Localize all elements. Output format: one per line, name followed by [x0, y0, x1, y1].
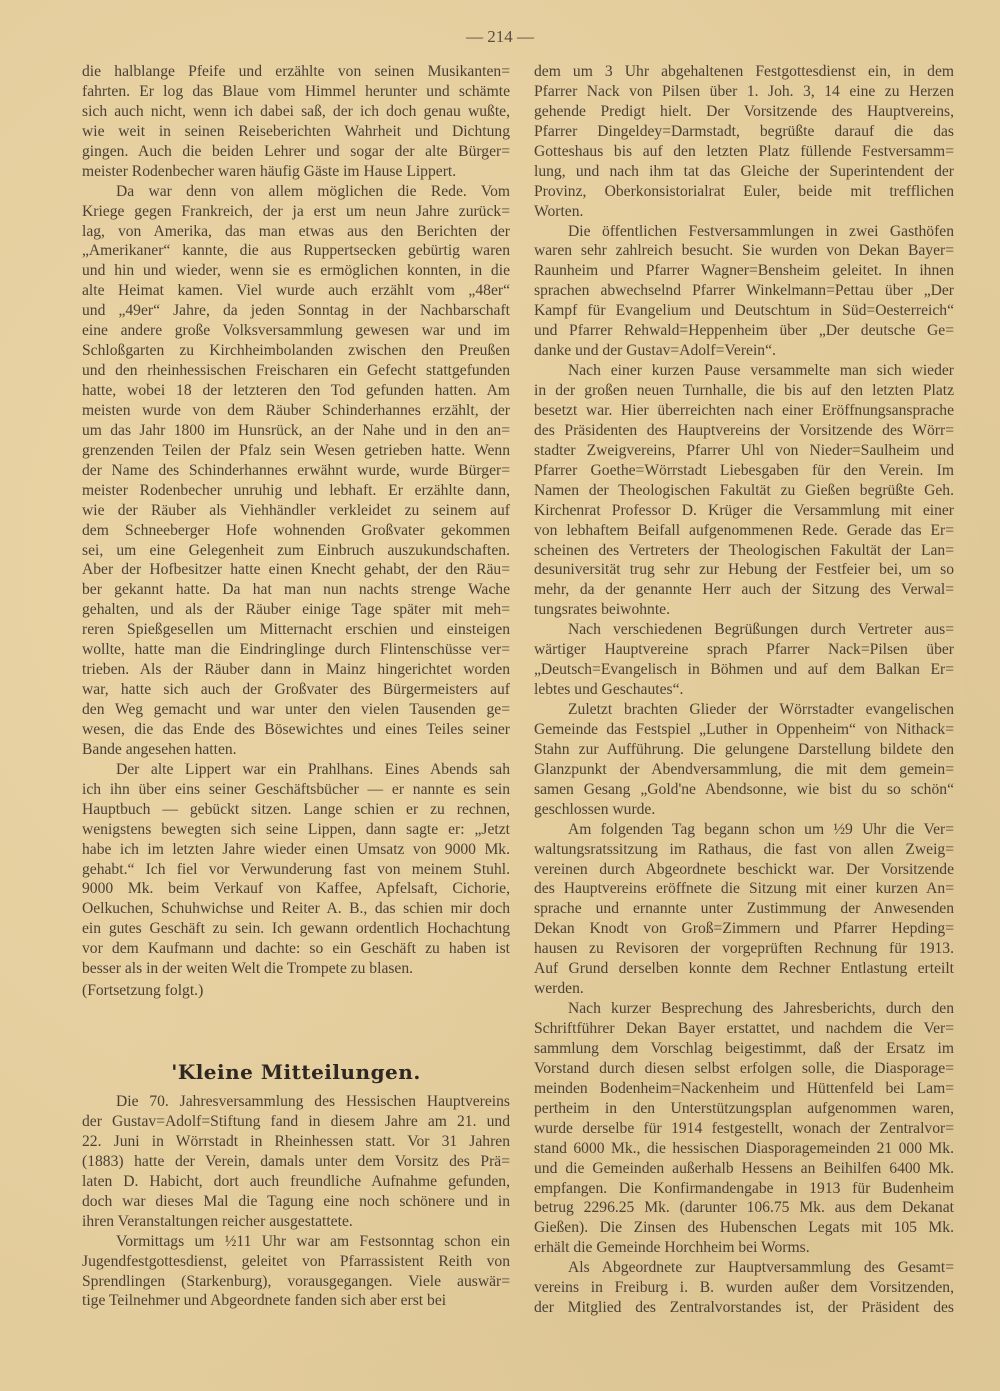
text-line: Glanzpunkt der Abendversammlung, die mit dem gemein=: [534, 760, 954, 778]
text-line: wenigstens bewegten sich seine Lippen, dann sagte er: „Jetzt: [82, 820, 510, 838]
text-line: lag, von Amerika, das man etwas aus den Berichten der: [82, 222, 510, 240]
text-line: „Deutsch=Evangelisch in Böhmen und auf dem Balkan Er=: [534, 661, 954, 679]
paragraph: [82, 1232, 510, 1312]
text-line: sprache und ernannte unter Zustimmung der Anwesenden: [534, 900, 954, 918]
text-line: Gemeinde das Festspiel „Luther in Oppenheim“ von Nithack=: [534, 720, 954, 738]
text-line: Kriege gegen Frankreich, der ja erst um neun Jahre zurück=: [82, 202, 510, 220]
text-line: Sprendlingen (Starkenburg), vorausgegangen. Viele auswär=: [82, 1272, 510, 1290]
paragraph: [82, 760, 510, 979]
text-line: geschlossen wurde.: [534, 800, 656, 818]
text-line: Da war denn von allem möglichen die Rede. Vom: [116, 182, 510, 200]
text-line: und hin und wieder, wenn sie es ermöglichen konnten, in die: [82, 262, 510, 280]
page-number: — 214 —: [466, 27, 534, 46]
text-line: um das Jahr 1800 im Hunsrück, an der Nahe und in den an=: [82, 421, 510, 439]
text-line: erhält die Gemeinde Horchheim bei Worms.: [534, 1239, 810, 1257]
text-line: gingen. Auch die beiden Lehrer und sogar der alte Bürger=: [82, 142, 510, 160]
text-line: lung, und nach ihm tat das Gleiche der Superintendent der: [534, 162, 954, 180]
text-line: Provinz, Oberkonsistorialrat Euler, beide mit trefflichen: [534, 182, 954, 200]
text-line: und Pfarrer Rehwald=Heppenheim über „Der deutsche Ge=: [534, 322, 954, 340]
text-line: lebtes und Geschautes“.: [534, 681, 684, 699]
paragraph: [82, 62, 510, 182]
section-heading: 'Kleine Mitteilungen.: [171, 1060, 421, 1085]
paragraph: [534, 700, 954, 820]
text-line: wurde derselbe für 1914 festgestellt, wonach der Zentralvor=: [534, 1119, 954, 1137]
text-line: stand 6000 Mk., die hessischen Diasporagemeinden 21 000 Mk.: [534, 1139, 954, 1157]
text-line: vereins in Freiburg i. B. wurden außer dem Vorsitzenden,: [534, 1279, 954, 1297]
text-line: und den rheinhessischen Freischaren ein Gefecht stattgefunden: [82, 362, 510, 380]
continuation-note: (Fortsetzung folgt.): [82, 982, 204, 1000]
text-line: vereinen durch Abgeordnete beschickt war. Der Vorsitzende: [534, 860, 954, 878]
text-line: habe ich im letzten Jahre wieder einen Umsatz von 9000 Mk.: [82, 840, 510, 858]
text-line: Jugendfestgottesdienst, geleitet von Pfarrassistent Reith von: [82, 1252, 510, 1270]
paragraph: [534, 620, 954, 700]
text-line: Namen der Theologischen Fakultät zu Gießen begrüßte Geh.: [534, 481, 954, 499]
text-line: waren sehr zahlreich besucht. Sie wurden von Dekan Bayer=: [534, 242, 954, 260]
text-line: und „49er“ Jahre, da jeden Sonntag in der Nachbarschaft: [82, 302, 510, 320]
text-line: Pfarrer Dingeldey=Darmstadt, begrüßte darauf die das: [534, 122, 954, 140]
text-line: Aber der Hofbesitzer hatte einen Knecht gehabt, der den Räu=: [82, 561, 510, 579]
text-line: Zuletzt brachten Glieder der Wörrstadter evangelischen: [568, 701, 954, 718]
text-line: vor dem Kaufmann und dachte: so ein Geschäft zu haben ist: [82, 940, 510, 958]
paragraph: [82, 1092, 510, 1232]
text-line: wie der Räuber als Viehhändler verkleidet zu seinem auf: [82, 501, 510, 519]
text-line: sprachen abwechselnd Pfarrer Winkelmann=Pettau über „Der: [534, 282, 954, 300]
text-line: der Mitglied des Zentralvorstandes ist, der Präsident des: [534, 1299, 954, 1317]
text-line: Gießen). Die Zinsen des Hubenschen Legats mit 105 Mk.: [534, 1219, 954, 1237]
text-line: meinden Bodenheim=Nackenheim und Hüttenfeld bei Lam=: [534, 1079, 954, 1097]
text-line: danke und der Gustav=Adolf=Verein“.: [534, 342, 776, 360]
text-line: gehalten, und als der Räuber einige Tage später mit meh=: [82, 601, 510, 619]
text-line: desuniversität trug sehr zur Hebung der Festfeier bei, um so: [534, 561, 954, 579]
text-line: besetzt war. Hier überreichten nach einer Eröffnungsansprache: [534, 401, 954, 419]
text-line: samen Gesang „Gold'ne Abendsonne, wie bist du so schön“: [534, 780, 954, 798]
text-line: eine andere große Volksversammlung gewesen war und im: [82, 322, 510, 340]
text-line: stadter Zweigvereins, Pfarrer Uhl von Nieder=Saulheim und: [534, 441, 954, 459]
left-column: [82, 62, 510, 1311]
text-line: Oelkuchen, Schuhwichse und Reiter A. B., das schien mir doch: [82, 900, 510, 918]
text-line: „Amerikaner“ kannte, die aus Ruppertsecken gebürtig waren: [82, 242, 510, 260]
text-line: waltungsratssitzung im Rathaus, die fast von allen Zweig=: [534, 840, 954, 858]
text-line: scheinen des Vertreters der Theologischen Fakultät der Lan=: [534, 541, 954, 559]
text-line: der Name des Schinderhannes erwähnt wurde, wurde Bürger=: [82, 461, 510, 479]
text-line: doch war dieses Mal die Tagung eine noch schönere und in: [82, 1192, 510, 1210]
text-line: laten D. Habicht, dort auch freundliche Aufnahme gefunden,: [82, 1172, 510, 1190]
text-line: Vorstand durch diesen selbst erfolgen solle, die Diasporage=: [534, 1059, 954, 1077]
text-line: Stahn zur Aufführung. Die gelungene Darstellung bildete den: [534, 740, 954, 758]
text-line: ein gutes Geschäft zu sein. Ich gewann ordentlich Hochachtung: [82, 920, 510, 938]
text-line: in der großen neuen Turnhalle, die bis auf den letzten Platz: [534, 382, 954, 399]
text-line: sich auch nicht, wenn ich dabei saß, der ich doch genau wußte,: [82, 102, 510, 120]
text-line: hausen zu Revisoren der vorgeprüften Rechnung für 1913.: [534, 940, 954, 958]
text-line: Pfarrer Nack von Pilsen über 1. Joh. 3, 14 eine zu Herzen: [534, 82, 954, 100]
text-line: ber gekannt hatte. Da hat man nun nachts strenge Wache: [82, 581, 510, 599]
story-continuation: [82, 62, 510, 979]
text-line: wesen, die das Ende des Bösewichtes und eines Teiles seiner: [82, 720, 510, 738]
paragraph: [534, 361, 954, 620]
text-line: besser als in der weiten Welt die Trompete zu blasen.: [82, 960, 414, 978]
text-line: Schloßgarten zu Kirchheimbolanden zwischen den Preußen: [82, 342, 510, 360]
paragraph: [534, 62, 954, 222]
text-line: Bande angesehen hatten.: [82, 740, 237, 758]
paragraph: [534, 820, 954, 999]
text-line: von lebhaftem Beifall aufgenommenen Rede. Gerade das Er=: [534, 521, 954, 539]
text-line: Vormittags um ½11 Uhr war am Festsonntag schon ein: [116, 1232, 510, 1250]
paragraph: [82, 182, 510, 760]
text-line: sei, um eine Gelegenheit zum Einbruch auszukundschaften.: [82, 541, 510, 559]
text-line: wollte, hatte man die Eindringlinge durch Flintenschüsse ver=: [82, 641, 510, 659]
text-line: Raunheim und Pfarrer Wagner=Bensheim geleitet. In ihnen: [534, 262, 954, 280]
text-line: tungsrates beiwohnte.: [534, 601, 670, 619]
text-line: empfangen. Die Konfirmandengabe in 1913 für Budenheim: [534, 1179, 954, 1197]
text-line: betrug 2296.25 Mk. (darunter 106.75 Mk. aus dem Dekanat: [534, 1199, 954, 1217]
text-line: Nach verschiedenen Begrüßungen durch Vertreter aus=: [568, 621, 954, 639]
text-line: Schriftführer Dekan Bayer erstattet, und nachdem die Ver=: [534, 1020, 954, 1037]
text-line: Die 70. Jahresversammlung des Hessischen Hauptvereins: [116, 1093, 510, 1111]
text-line: Kampf für Evangelium und Deutschtum in Süd=Oesterreich“: [534, 302, 954, 320]
text-line: Hauptbuch — gebückt sitzen. Lange schien er zu rechnen,: [82, 800, 510, 818]
text-line: des Hauptvereins eröffnete die Sitzung mit einer kurzen An=: [534, 880, 954, 898]
text-line: werden.: [534, 980, 584, 998]
text-line: grenzenden Teilen der Pfalz sein Wesen getrieben hatte. Wenn: [82, 441, 510, 459]
text-line: Worten.: [534, 202, 584, 220]
text-line: Auf Grund derselben konnte dem Rechner Entlastung erteilt: [534, 960, 954, 978]
text-line: war, hatte sich auch der Großvater des Bürgermeisters auf: [82, 681, 510, 699]
text-line: Die öffentlichen Festversammlungen in zwei Gasthöfen: [568, 222, 954, 240]
text-line: des Präsidenten des Hauptvereins der Vorsitzende des Wörr=: [534, 421, 954, 439]
text-line: dem Schneeberger Hofe wohnenden Großvater gekommen: [82, 521, 510, 539]
text-line: sammlung dem Vorschlag beigestimmt, daß der Ersatz im: [534, 1039, 954, 1057]
paragraph: [534, 1258, 954, 1318]
text-line: wie weit in seinen Reiseberichten Wahrheit und Dichtung: [82, 122, 510, 140]
text-line: Als Abgeordnete zur Hauptversammlung des Gesamt=: [568, 1259, 954, 1277]
text-line: reren Spießgesellen um Mitternacht erschien und einsteigen: [82, 621, 510, 639]
text-line: Nach einer kurzen Pause versammelte man sich wieder: [568, 362, 954, 380]
text-line: 9000 Mk. beim Verkauf von Kaffee, Apfelsaft, Cichorie,: [82, 880, 510, 898]
text-line: gehende Predigt hielt. Der Vorsitzende des Hauptvereins,: [534, 102, 954, 120]
text-line: Pfarrer Goethe=Wörrstadt Liebesgaben für den Verein. Im: [534, 461, 954, 479]
text-line: fahrten. Er log das Blaue vom Himmel herunter und schämte: [82, 82, 510, 100]
text-line: hatte, wobei 18 der letzteren den Tod gefunden hatten. Am: [82, 382, 510, 399]
text-line: (1883) hatte der Verein, damals unter dem Vorsitz des Prä=: [82, 1152, 510, 1170]
news-article-continued: [534, 62, 954, 1318]
text-line: den Weg gemacht und war unter den vielen Tausenden ge=: [82, 701, 510, 718]
text-line: Gotteshaus bis auf den letzten Platz füllende Festversamm=: [534, 142, 954, 160]
text-line: trieben. Als der Räuber dann in Mainz hingerichtet worden: [82, 661, 510, 679]
news-article: [82, 1092, 510, 1311]
text-line: der Gustav=Adolf=Stiftung fand in diesem Jahre am 21. und: [82, 1113, 510, 1130]
text-line: 22. Juni in Wörrstadt in Rheinhessen statt. Vor 31 Jahren: [82, 1132, 510, 1150]
text-line: ihren Veranstaltungen reicher ausgestattete.: [82, 1212, 353, 1230]
text-line: dem um 3 Uhr abgehaltenen Festgottesdienst ein, in dem: [534, 63, 954, 80]
text-line: wärtiger Hauptvereine sprach Pfarrer Nack=Pilsen über: [534, 641, 954, 659]
text-line: Der alte Lippert war ein Prahlhans. Eines Abends sah: [116, 760, 510, 778]
text-line: ich ihn über eins seiner Geschäftsbücher — er nannte es sein: [82, 780, 510, 798]
text-line: meister Rodenbecher waren häufig Gäste im Hause Lippert.: [82, 162, 457, 180]
text-line: meister Rodenbecher unruhig und lebhaft. Er erzählte dann,: [82, 481, 510, 499]
text-line: Dekan Knodt von Groß=Zimmern und Pfarrer Hepding=: [534, 920, 954, 938]
text-line: mehr, da der genannte Herr auch der Sitzung des Verwal=: [534, 581, 954, 599]
text-line: Kirchenrat Professor D. Krüger die Versammlung mit einer: [534, 501, 954, 519]
paragraph: [534, 999, 954, 1258]
text-line: gehabt.“ Ich fiel vor Verwunderung fast von meinem Stuhl.: [82, 860, 510, 878]
text-line: meisten wurde von dem Räuber Schinderhannes erzählt, der: [82, 401, 510, 419]
text-line: pertheim in den Unterstützungsplan aufgenommen waren,: [534, 1099, 954, 1117]
text-line: die halblange Pfeife und erzählte von seinen Musikanten=: [82, 63, 510, 80]
text-line: Am folgenden Tag begann schon um ½9 Uhr die Ver=: [568, 820, 954, 838]
text-line: tige Teilnehmer und Abgeordnete fanden sich aber erst bei: [82, 1292, 447, 1310]
text-line: und die Gemeinden außerhalb Hessens an Beihilfen 6400 Mk.: [534, 1159, 954, 1177]
text-line: Nach kurzer Besprechung des Jahresberichts, durch den: [568, 1000, 954, 1018]
text-line: alte Heimat kamen. Viel wurde auch erzählt vom „48er“: [82, 282, 510, 300]
right-column: [534, 62, 954, 1318]
paragraph: [534, 222, 954, 362]
